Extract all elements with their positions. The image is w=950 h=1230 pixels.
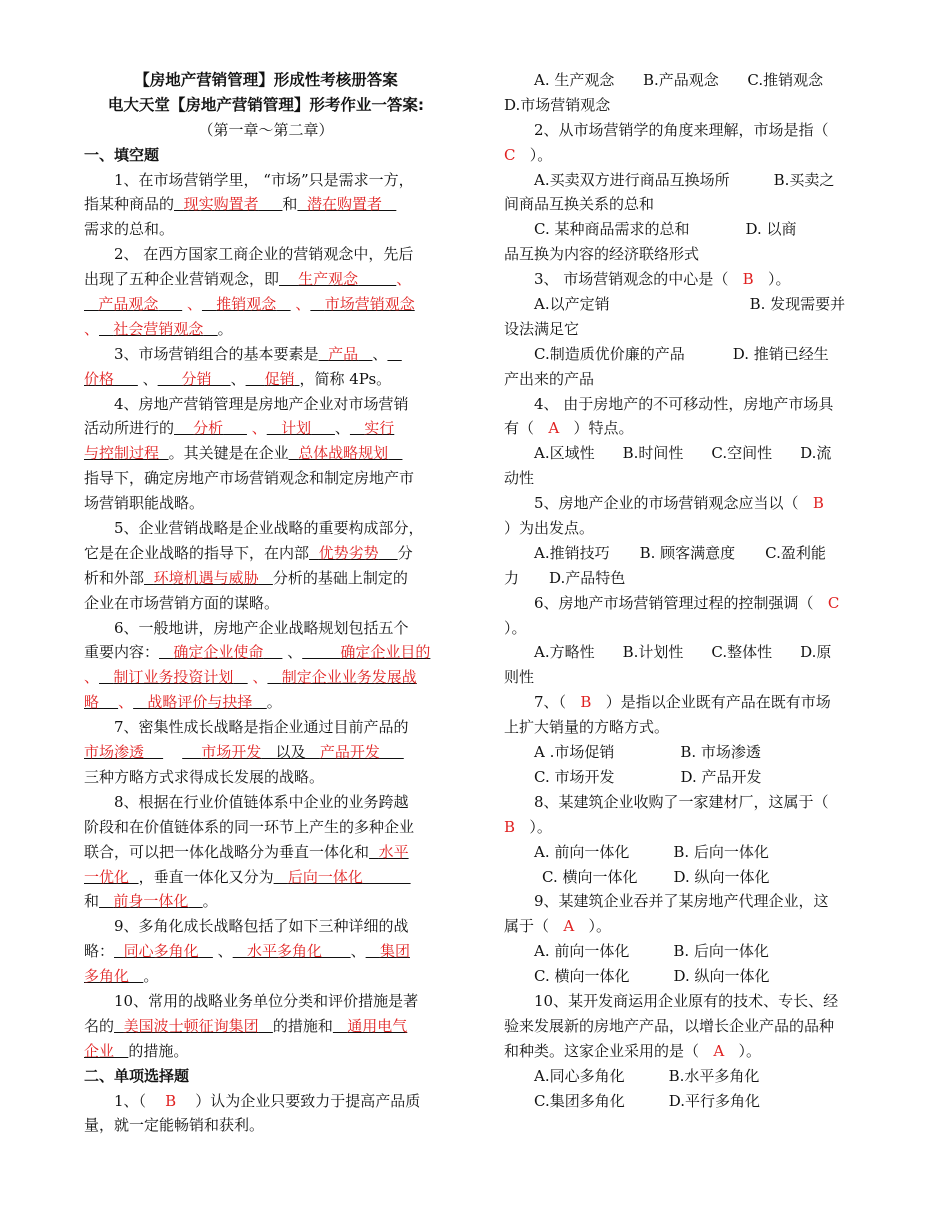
- answer-blank: 后向一体化: [287, 867, 363, 886]
- choice-q4-line2: 有（ A ）特点。: [504, 419, 634, 438]
- choice-q9-line1: 9、某建筑企业吞并了某房地产代理企业，这: [534, 892, 829, 911]
- choice-q3-opt-cd: C.制造质优价廉的产品 D. 推销已经生: [534, 344, 829, 363]
- answer-blank: 水平多角化: [246, 942, 322, 961]
- fill-q8-line2: 阶段和在价值链体系的同一环节上产生的多种企业: [84, 817, 415, 836]
- choice-q10-opt-cd: C.集团多角化 D.平行多角化: [534, 1091, 760, 1110]
- choice-q1-options: A. 生产观念 B.产品观念 C.推销观念: [534, 71, 824, 89]
- fill-q5-line4: 企业在市场营销方面的谋略。: [84, 593, 280, 612]
- answer-blank: 计划: [281, 419, 312, 438]
- fill-q7-line2: 市场渗透 市场开发 以及 产品开发: [84, 743, 380, 762]
- fill-q8-line4: 一优化 ，垂直一体化又分为 后向一体化: [84, 867, 363, 886]
- fill-q6-line2: 重要内容： 确定企业使命 、 确定企业目的: [84, 643, 431, 662]
- fill-q4-line1: 4、房地产营销管理是房地产企业对市场营销: [114, 394, 409, 413]
- fill-q3-line2: 价格 、 分销 、 促销 ，简称 4Ps。: [84, 369, 392, 388]
- answer-letter: C: [827, 593, 840, 612]
- answer-blank: 企业: [84, 1041, 115, 1060]
- answer-blank: 生产观念: [298, 270, 359, 289]
- chapter-range: （第一章～第二章）: [198, 120, 334, 139]
- fill-q2-line3: 产品观念 、 推销观念 、 市场营销观念: [98, 295, 415, 314]
- answer-letter: C: [504, 145, 516, 164]
- answer-blank: 实行: [364, 419, 395, 438]
- fill-q9-line1: 9、多角化成长战略包括了如下三种详细的战: [114, 917, 409, 936]
- fill-q9-line3: 多角化 。: [84, 967, 159, 986]
- fill-q4-line3: 与控制过程 。其关键是在企业 总体战略规划: [84, 444, 389, 463]
- choice-q9-line2: 属于（ A ）。: [504, 917, 611, 936]
- choice-q4-opts: A.区域性 B.时间性 C.空间性 D.流: [534, 444, 832, 463]
- fill-q7-line1: 7、密集性成长战略是指企业通过目前产品的: [114, 718, 409, 737]
- choice-q1-line1: 1、（ B ）认为企业只要致力于提高产品质: [114, 1091, 421, 1110]
- choice-q6-opts: A.方略性 B.计划性 C.整体性 D.原: [534, 643, 832, 662]
- fill-q8-line1: 8、根据在行业价值链体系中企业的业务跨越: [114, 792, 409, 811]
- fill-q2-line4: 、 社会营销观念 。: [84, 319, 233, 338]
- fill-q4-line4: 指导下，确定房地产市场营销观念和制定房地产市: [84, 469, 415, 488]
- choice-q10-line3: 和种类。这家企业采用的是（ A ）。: [504, 1041, 761, 1060]
- fill-q8-line3: 联合，可以把一体化战略分为垂直一体化和 水平: [84, 842, 409, 861]
- fill-q5-line2: 它是在企业战略的指导下，在内部 优势劣势 分: [84, 543, 413, 562]
- answer-blank: 略: [84, 693, 100, 712]
- answer-blank: 促销: [264, 369, 295, 388]
- choice-q2-line1: 2、从市场营销学的角度来理解，市场是指（: [534, 120, 829, 139]
- fill-q5-line3: 析和外部 环境机遇与威胁 分析的基础上制定的: [84, 568, 408, 587]
- choice-q8-opt-ab: A. 前向一体化 B. 后向一体化: [534, 842, 769, 861]
- answer-letter: A: [563, 917, 575, 936]
- fill-q6-line3: 、 制订业务投资计划 、 制定企业业务发展战: [84, 668, 417, 687]
- answer-letter: A: [548, 419, 560, 438]
- fill-q2-line2: 出现了五种企业营销观念，即 生产观念 、: [84, 270, 412, 289]
- answer-blank: 美国波士顿征询集团: [123, 1016, 259, 1035]
- answer-blank: 水平: [378, 842, 409, 861]
- choice-q7-opt-cd: C. 市场开发 D. 产品开发: [534, 767, 762, 786]
- fill-q10-line3: 企业 的措施。: [84, 1041, 189, 1060]
- choice-q10-line1: 10、某开发商运用企业原有的技术、专长、经: [534, 991, 839, 1010]
- answer-blank: 战略评价与抉择: [147, 693, 253, 712]
- document-subtitle-line: 电大天堂【房地产营销管理】形考作业一答案:: [107, 95, 425, 114]
- fill-q9-line2: 略： 同心多角化 、 水平多角化 、 集团: [84, 942, 410, 961]
- answer-blank: 通用电气: [347, 1016, 408, 1035]
- answer-blank: 环境机遇与威胁: [153, 568, 259, 587]
- answer-blank: 市场开发: [201, 743, 262, 762]
- answer-blank: 潜在购置者: [306, 195, 382, 214]
- choice-q8-opt-cd: C. 横向一体化 D. 纵向一体化: [542, 867, 770, 886]
- choice-q2-line2: C ）。: [504, 145, 553, 164]
- choice-q9-opt-ab: A. 前向一体化 B. 后向一体化: [534, 942, 769, 961]
- choice-q6-line1: 6、房地产市场营销管理过程的控制强调（ C: [534, 593, 840, 612]
- choice-q10-line2: 验来发展新的房地产产品，以增长企业产品的品种: [504, 1016, 835, 1035]
- fill-q7-line3: 三种方略方式求得成长发展的战略。: [84, 767, 325, 786]
- answer-blank: 确定企业使命: [173, 643, 264, 662]
- choice-q5-line2: ）为出发点。: [504, 519, 595, 538]
- answer-blank: 制定企业业务发展战: [281, 668, 417, 687]
- fill-q10-line2: 名的 美国波士顿征询集团 的措施和 通用电气: [84, 1016, 408, 1035]
- choice-q2-opt-d2: 品互换为内容的经济联络形式: [504, 245, 700, 264]
- answer-blank: 一优化: [84, 867, 130, 886]
- fill-q6-line4: 略 、 战略评价与抉择 。: [84, 693, 282, 712]
- answer-letter: B: [504, 817, 516, 836]
- answer-blank: 同心多角化: [123, 942, 199, 961]
- choice-q7-opt-ab: A .市场促销 B. 市场渗透: [534, 743, 761, 762]
- left-column: [84, 68, 448, 1138]
- choice-q2-opt-ab: A.买卖双方进行商品互换场所 B.买卖之: [534, 170, 835, 189]
- fill-q1-line1: 1、在市场营销学里， “市场”只是需求一方，: [114, 170, 414, 189]
- document-title: 【房地产营销管理】形成性考核册答案: [134, 71, 398, 89]
- fill-q8-line5: 和 前身一体化 。: [84, 892, 218, 911]
- choice-q5-opts: A.推销技巧 B. 顾客满意度 C.盈利能: [534, 543, 826, 562]
- choice-q3-opt-ab: A.以产定销 B. 发现需要并: [534, 295, 846, 314]
- fill-q3-line1: 3、市场营销组合的基本要素是 产品 、: [114, 344, 388, 363]
- answer-blank: 产品观念: [98, 295, 159, 314]
- answer-letter: B: [812, 494, 824, 513]
- answer-blank: 确定企业目的: [340, 643, 431, 662]
- answer-blank: 市场营销观念: [324, 295, 415, 314]
- choice-q10-opt-ab: A.同心多角化 B.水平多角化: [534, 1066, 760, 1085]
- choice-q7-line1: 7、（ B ）是指以企业既有产品在既有市场: [534, 693, 831, 712]
- answer-letter: B: [742, 270, 754, 289]
- answer-blank: 市场渗透: [84, 743, 145, 762]
- fill-q6-line1: 6、一般地讲，房地产企业战略规划包括五个: [114, 618, 409, 637]
- choice-q6-opts-2: 则性: [504, 668, 535, 687]
- choice-q8-line2: B ）。: [504, 817, 552, 836]
- answer-blank: 产品开发: [319, 743, 380, 762]
- answer-blank: 与控制过程: [84, 444, 160, 463]
- choice-q5-line1: 5、房地产企业的市场营销观念应当以（ B: [534, 494, 824, 513]
- answer-letter: B: [165, 1091, 177, 1110]
- answer-blank: 价格: [84, 369, 115, 388]
- answer-blank: 推销观念: [216, 295, 277, 314]
- choice-q9-opt-cd: C. 横向一体化 D. 纵向一体化: [534, 967, 770, 986]
- fill-q1-line3: 需求的总和。: [84, 220, 175, 239]
- choice-q1-line2: 量，就一定能畅销和获利。: [84, 1116, 265, 1135]
- choice-q4-line1: 4、 由于房地产的不可移动性，房地产市场具: [534, 394, 834, 413]
- fill-q10-line1: 10、常用的战略业务单位分类和评价措施是著: [114, 991, 419, 1010]
- choice-q8-line1: 8、某建筑企业收购了一家建材厂，这属于（: [534, 792, 829, 811]
- answer-letter: B: [580, 693, 592, 712]
- answer-blank: 总体战略规划: [298, 444, 389, 463]
- fill-q2-line1: 2、 在西方国家工商企业的营销观念中，先后: [114, 245, 414, 264]
- choice-q1-options-2: D.市场营销观念: [504, 95, 611, 114]
- choice-q6-line2: ）。: [504, 618, 527, 637]
- choice-q4-opts-2: 动性: [504, 469, 535, 488]
- answer-blank: 社会营销观念: [113, 319, 204, 338]
- fill-q4-line5: 场营销职能战略。: [84, 494, 205, 513]
- answer-blank: 产品: [328, 344, 359, 363]
- answer-blank: 分析: [193, 419, 224, 438]
- section-heading-fill: 一、填空题: [84, 145, 160, 164]
- answer-letter: A: [713, 1041, 725, 1060]
- answer-blank: 优势劣势: [318, 543, 379, 562]
- answer-blank: 多角化: [84, 967, 130, 986]
- fill-q1-line2: 指某种商品的 现实购置者 和 潜在购置者: [84, 195, 382, 214]
- answer-blank: 制订业务投资计划: [113, 668, 234, 687]
- choice-q2-opt-cd: C. 某种商品需求的总和 D. 以商: [534, 220, 797, 239]
- answer-blank: 集团: [379, 942, 410, 961]
- choice-q3-line1: 3、 市场营销观念的中心是（ B ）。: [534, 270, 791, 289]
- section-heading-choice: 二、单项选择题: [84, 1066, 190, 1085]
- choice-q5-opts-2: 力 D.产品特色: [504, 568, 626, 587]
- choice-q2-opt-b2: 间商品互换关系的总和: [504, 195, 655, 214]
- answer-blank: 前身一体化: [113, 892, 189, 911]
- fill-q5-line1: 5、企业营销战略是企业战略的重要构成部分，: [114, 519, 424, 538]
- choice-q7-line2: 上扩大销量的方略方式。: [504, 718, 670, 737]
- right-column: [504, 68, 868, 1113]
- answer-blank: 现实购置者: [183, 195, 259, 214]
- choice-q3-opt-d2: 产出来的产品: [504, 369, 595, 388]
- answer-blank: 分销: [181, 369, 212, 388]
- choice-q3-opt-b2: 设法满足它: [504, 319, 580, 338]
- fill-q4-line2: 活动所进行的 分析 、 计划 、 实行: [84, 419, 395, 438]
